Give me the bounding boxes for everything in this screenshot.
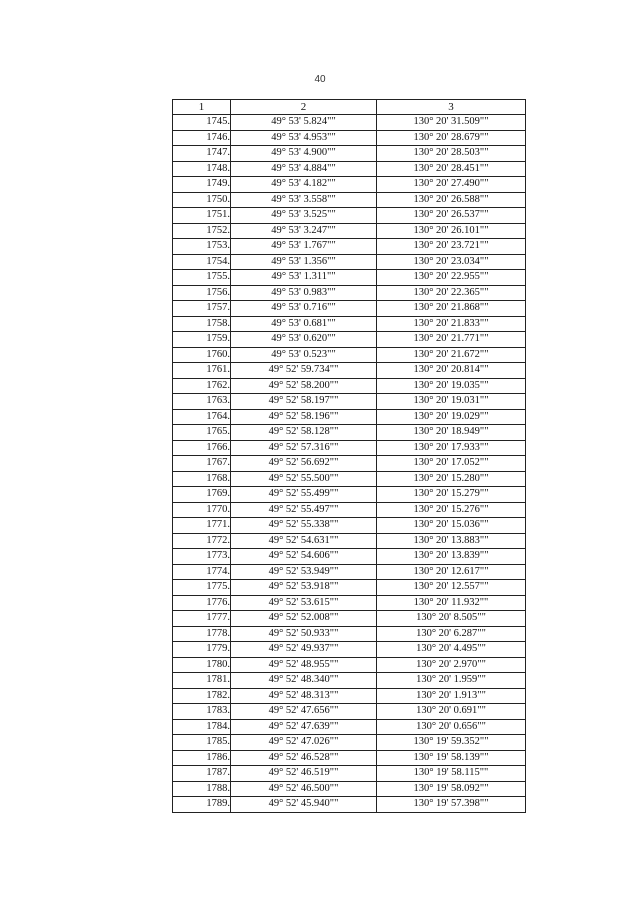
point-number-cell: 1778. [173,626,231,642]
latitude-cell: 49° 53' 0.716"" [231,301,377,317]
point-number-cell: 1775. [173,580,231,596]
latitude-cell: 49° 53' 0.620"" [231,332,377,348]
point-number-cell: 1748. [173,161,231,177]
point-number-cell: 1764. [173,409,231,425]
longitude-cell: 130° 20' 26.537"" [377,208,526,224]
longitude-cell: 130° 20' 15.276"" [377,502,526,518]
table-row [173,688,526,704]
point-number-cell: 1746. [173,130,231,146]
point-number-cell: 1752. [173,223,231,239]
longitude-cell: 130° 20' 21.833"" [377,316,526,332]
latitude-cell: 49° 52' 46.528"" [231,750,377,766]
latitude-cell: 49° 52' 55.338"" [231,518,377,534]
table-row [173,316,526,332]
latitude-cell: 49° 53' 3.558"" [231,192,377,208]
latitude-cell: 49° 52' 55.499"" [231,487,377,503]
longitude-cell: 130° 20' 0.656"" [377,719,526,735]
longitude-cell: 130° 20' 8.505"" [377,611,526,627]
longitude-cell: 130° 19' 59.352"" [377,735,526,751]
table-row [173,177,526,193]
latitude-cell: 49° 53' 1.356"" [231,254,377,270]
latitude-cell: 49° 53' 1.767"" [231,239,377,255]
table-row [173,673,526,689]
longitude-cell: 130° 19' 57.398"" [377,797,526,813]
latitude-cell: 49° 52' 46.500"" [231,781,377,797]
table-row [173,239,526,255]
longitude-cell: 130° 20' 6.287"" [377,626,526,642]
latitude-cell: 49° 53' 0.681"" [231,316,377,332]
longitude-cell: 130° 20' 15.280"" [377,471,526,487]
table-row [173,704,526,720]
latitude-cell: 49° 53' 0.523"" [231,347,377,363]
point-number-cell: 1758. [173,316,231,332]
table-row [173,254,526,270]
header-latitude: 2 [231,100,377,115]
longitude-cell: 130° 20' 18.949"" [377,425,526,441]
point-number-cell: 1766. [173,440,231,456]
table-row [173,130,526,146]
point-number-cell: 1783. [173,704,231,720]
table-row [173,518,526,534]
latitude-cell: 49° 52' 48.340"" [231,673,377,689]
table-row [173,192,526,208]
coordinates-table [172,99,526,813]
latitude-cell: 49° 52' 53.949"" [231,564,377,580]
longitude-cell: 130° 20' 26.101"" [377,223,526,239]
table-row [173,580,526,596]
table-row [173,332,526,348]
point-number-cell: 1763. [173,394,231,410]
table-row [173,781,526,797]
table-row [173,378,526,394]
table-row [173,409,526,425]
point-number-cell: 1774. [173,564,231,580]
point-number-cell: 1785. [173,735,231,751]
table-row [173,533,526,549]
latitude-cell: 49° 53' 3.525"" [231,208,377,224]
longitude-cell: 130° 20' 28.503"" [377,146,526,162]
point-number-cell: 1754. [173,254,231,270]
latitude-cell: 49° 52' 52.008"" [231,611,377,627]
longitude-cell: 130° 20' 27.490"" [377,177,526,193]
point-number-cell: 1781. [173,673,231,689]
latitude-cell: 49° 52' 53.918"" [231,580,377,596]
longitude-cell: 130° 20' 28.679"" [377,130,526,146]
table-row [173,208,526,224]
longitude-cell: 130° 20' 13.883"" [377,533,526,549]
latitude-cell: 49° 53' 5.824"" [231,115,377,131]
point-number-cell: 1788. [173,781,231,797]
latitude-cell: 49° 52' 50.933"" [231,626,377,642]
point-number-cell: 1761. [173,363,231,379]
table-row [173,440,526,456]
header-point-number: 1 [173,100,231,115]
longitude-cell: 130° 20' 0.691"" [377,704,526,720]
point-number-cell: 1784. [173,719,231,735]
latitude-cell: 49° 53' 4.900"" [231,146,377,162]
table-row [173,750,526,766]
table-row [173,642,526,658]
latitude-cell: 49° 52' 48.955"" [231,657,377,673]
table-row [173,161,526,177]
point-number-cell: 1786. [173,750,231,766]
table-row [173,347,526,363]
longitude-cell: 130° 20' 17.933"" [377,440,526,456]
longitude-cell: 130° 20' 31.509"" [377,115,526,131]
table-row [173,611,526,627]
point-number-cell: 1772. [173,533,231,549]
table-body [173,115,526,813]
longitude-cell: 130° 20' 2.970"" [377,657,526,673]
latitude-cell: 49° 52' 48.313"" [231,688,377,704]
latitude-cell: 49° 52' 47.639"" [231,719,377,735]
point-number-cell: 1771. [173,518,231,534]
longitude-cell: 130° 20' 28.451"" [377,161,526,177]
latitude-cell: 49° 53' 4.182"" [231,177,377,193]
longitude-cell: 130° 19' 58.139"" [377,750,526,766]
table-row [173,270,526,286]
longitude-cell: 130° 20' 17.052"" [377,456,526,472]
table-row [173,595,526,611]
latitude-cell: 49° 52' 47.026"" [231,735,377,751]
longitude-cell: 130° 20' 22.365"" [377,285,526,301]
point-number-cell: 1750. [173,192,231,208]
table-row [173,766,526,782]
point-number-cell: 1779. [173,642,231,658]
header-longitude: 3 [377,100,526,115]
table-row [173,487,526,503]
point-number-cell: 1787. [173,766,231,782]
latitude-cell: 49° 52' 53.615"" [231,595,377,611]
page-number: 40 [314,74,326,85]
table-row [173,363,526,379]
point-number-cell: 1756. [173,285,231,301]
point-number-cell: 1760. [173,347,231,363]
latitude-cell: 49° 52' 45.940"" [231,797,377,813]
longitude-cell: 130° 20' 23.034"" [377,254,526,270]
table-header [173,100,526,115]
table-row [173,471,526,487]
longitude-cell: 130° 20' 1.959"" [377,673,526,689]
point-number-cell: 1782. [173,688,231,704]
table-row [173,301,526,317]
point-number-cell: 1773. [173,549,231,565]
latitude-cell: 49° 52' 54.606"" [231,549,377,565]
table-row [173,626,526,642]
longitude-cell: 130° 20' 4.495"" [377,642,526,658]
point-number-cell: 1747. [173,146,231,162]
longitude-cell: 130° 20' 1.913"" [377,688,526,704]
latitude-cell: 49° 52' 54.631"" [231,533,377,549]
table-row [173,456,526,472]
point-number-cell: 1777. [173,611,231,627]
longitude-cell: 130° 20' 12.617"" [377,564,526,580]
latitude-cell: 49° 53' 3.247"" [231,223,377,239]
table-row [173,502,526,518]
point-number-cell: 1770. [173,502,231,518]
point-number-cell: 1759. [173,332,231,348]
table-row [173,394,526,410]
point-number-cell: 1757. [173,301,231,317]
longitude-cell: 130° 20' 21.868"" [377,301,526,317]
latitude-cell: 49° 52' 58.128"" [231,425,377,441]
table-row [173,223,526,239]
latitude-cell: 49° 52' 55.497"" [231,502,377,518]
longitude-cell: 130° 20' 23.721"" [377,239,526,255]
point-number-cell: 1780. [173,657,231,673]
point-number-cell: 1767. [173,456,231,472]
longitude-cell: 130° 20' 15.279"" [377,487,526,503]
latitude-cell: 49° 52' 59.734"" [231,363,377,379]
table-row [173,425,526,441]
longitude-cell: 130° 19' 58.115"" [377,766,526,782]
table-row [173,657,526,673]
point-number-cell: 1755. [173,270,231,286]
point-number-cell: 1769. [173,487,231,503]
point-number-cell: 1762. [173,378,231,394]
longitude-cell: 130° 20' 19.031"" [377,394,526,410]
longitude-cell: 130° 19' 58.092"" [377,781,526,797]
longitude-cell: 130° 20' 12.557"" [377,580,526,596]
latitude-cell: 49° 52' 58.200"" [231,378,377,394]
latitude-cell: 49° 52' 47.656"" [231,704,377,720]
table-row [173,549,526,565]
latitude-cell: 49° 52' 46.519"" [231,766,377,782]
latitude-cell: 49° 52' 58.197"" [231,394,377,410]
latitude-cell: 49° 52' 55.500"" [231,471,377,487]
table-row [173,735,526,751]
header-row [173,100,526,115]
longitude-cell: 130° 20' 15.036"" [377,518,526,534]
point-number-cell: 1753. [173,239,231,255]
latitude-cell: 49° 53' 0.983"" [231,285,377,301]
point-number-cell: 1789. [173,797,231,813]
point-number-cell: 1768. [173,471,231,487]
longitude-cell: 130° 20' 19.035"" [377,378,526,394]
table-row [173,797,526,813]
longitude-cell: 130° 20' 11.932"" [377,595,526,611]
longitude-cell: 130° 20' 20.814"" [377,363,526,379]
latitude-cell: 49° 52' 49.937"" [231,642,377,658]
longitude-cell: 130° 20' 22.955"" [377,270,526,286]
table-row [173,115,526,131]
longitude-cell: 130° 20' 21.771"" [377,332,526,348]
latitude-cell: 49° 53' 1.311"" [231,270,377,286]
latitude-cell: 49° 53' 4.953"" [231,130,377,146]
longitude-cell: 130° 20' 19.029"" [377,409,526,425]
table-row [173,719,526,735]
point-number-cell: 1749. [173,177,231,193]
point-number-cell: 1776. [173,595,231,611]
latitude-cell: 49° 53' 4.884"" [231,161,377,177]
table-row [173,285,526,301]
latitude-cell: 49° 52' 58.196"" [231,409,377,425]
point-number-cell: 1751. [173,208,231,224]
longitude-cell: 130° 20' 21.672"" [377,347,526,363]
table-row [173,564,526,580]
longitude-cell: 130° 20' 13.839"" [377,549,526,565]
point-number-cell: 1745. [173,115,231,131]
latitude-cell: 49° 52' 56.692"" [231,456,377,472]
latitude-cell: 49° 52' 57.316"" [231,440,377,456]
longitude-cell: 130° 20' 26.588"" [377,192,526,208]
point-number-cell: 1765. [173,425,231,441]
table-row [173,146,526,162]
